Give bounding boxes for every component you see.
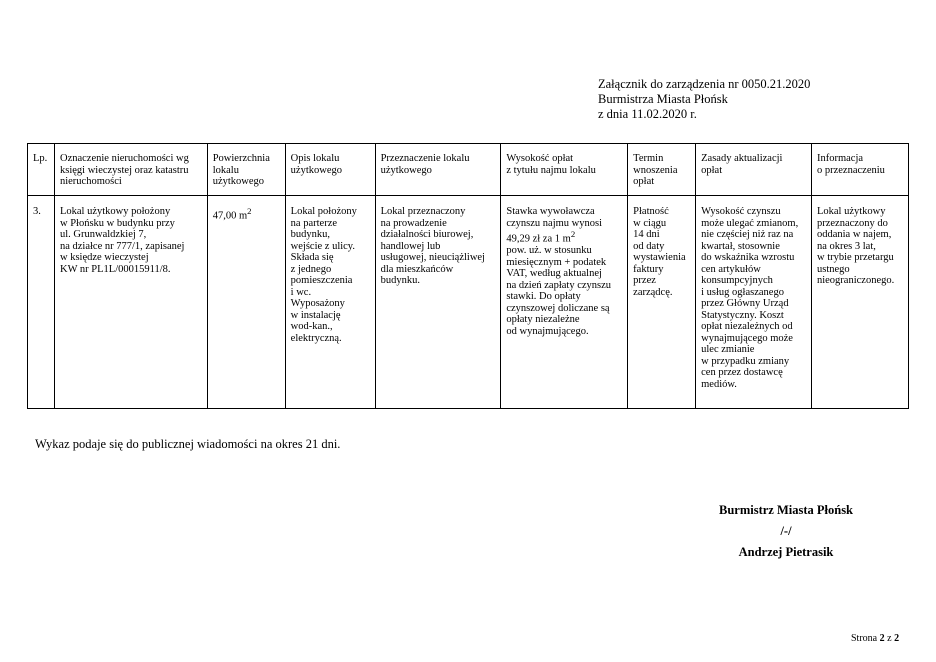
header-update-rules: Zasady aktualizacji opłat [696, 144, 812, 196]
header-purpose: Przeznaczenie lokalu użytkowego [375, 144, 501, 196]
area-unit-exponent: 2 [247, 206, 252, 216]
signature-block [700, 500, 872, 563]
signature-mark: /-/ [780, 524, 792, 538]
signature-name: Andrzej Pietrasik [738, 545, 834, 559]
area-value: 47,00 m [212, 210, 248, 222]
header-designation: Oznaczenie nieruchomości wg księgi wieczystej oraz katastru nieruchomości [54, 144, 207, 196]
header-line-1: Załącznik do zarządzenia nr 0050.21.2020 [598, 77, 811, 91]
page-number [851, 633, 899, 644]
header-payment-term: Termin wnoszenia opłat [628, 144, 696, 196]
cell-payment-term: Płatność w ciągu 14 dni od daty wystawienia faktury przez zarządcę. [628, 196, 696, 409]
page-total: 2 [894, 633, 900, 644]
fees-text-1: Stawka wywoławcza czynszu najmu wynosi 49,29 zł za 1 m [506, 206, 603, 245]
table-header-row [28, 144, 909, 196]
header-lp: Lp. [28, 144, 55, 196]
header-line-2: Burmistrza Miasta Płońsk [598, 92, 728, 106]
cell-info: Lokal użytkowy przeznaczony do oddania w najem, na okres 3 lat, w trybie przetargu ustnego nieograniczonego. [811, 196, 908, 409]
header-info: Informacja o przeznaczeniu [811, 144, 908, 196]
page-separator: z [884, 633, 895, 644]
cell-purpose: Lokal przeznaczony na prowadzenie działalności biurowej, handlowej lub usługowej, nieuciążliwej dla mieszkańców budynku. [375, 196, 501, 409]
document-header [598, 77, 810, 122]
cell-lp: 3. [28, 196, 55, 409]
publication-note: Wykaz podaje się do publicznej wiadomości na okres 21 dni. [35, 437, 341, 451]
cell-description: Lokal położony na parterze budynku, wejście z ulicy. Składa się z jednego pomieszczenia i wc. Wyposażony w instalację wod-kan., elektryczną. [285, 196, 375, 409]
signature-title: Burmistrz Miasta Płońsk [718, 503, 854, 517]
fees-unit-exponent: 2 [570, 229, 576, 239]
property-table [27, 143, 909, 409]
cell-update-rules: Wysokość czynszu może ulegać zmianom, nie częściej niż raz na kwartał, stosownie do wskaźnika wzrostu cen artykułów konsumpcyjnych i usług ogłaszanego przez Główny Urząd Statystyczny. Koszt opłat niezależnych od wynajmującego może ulec zmianie w przypadku zmiany cen przez dostawcę mediów. [696, 196, 812, 409]
header-line-3: z dnia 11.02.2020 r. [598, 107, 697, 121]
page-current: 2 [879, 633, 885, 644]
table-row [28, 196, 909, 409]
cell-designation: Lokal użytkowy położony w Płońsku w budynku przy ul. Grunwaldzkiej 7, na działce nr 777/1, zapisanej w księdze wieczystej KW nr PL1L/00015911/8. [54, 196, 207, 409]
header-fees: Wysokość opłat z tytułu najmu lokalu [501, 144, 628, 196]
page-label: Strona [851, 633, 880, 644]
header-area: Powierzchnia lokalu użytkowego [207, 144, 285, 196]
cell-fees [501, 196, 628, 409]
cell-area [207, 196, 285, 409]
header-description: Opis lokalu użytkowego [285, 144, 375, 196]
fees-text-2: pow. uż. w stosunku miesięcznym + podatek VAT, według aktualnej na dzień zapłaty czynszu stawki. Do opłaty czynszowej doliczane są opłaty niezależne od wynajmującego. [506, 245, 612, 337]
